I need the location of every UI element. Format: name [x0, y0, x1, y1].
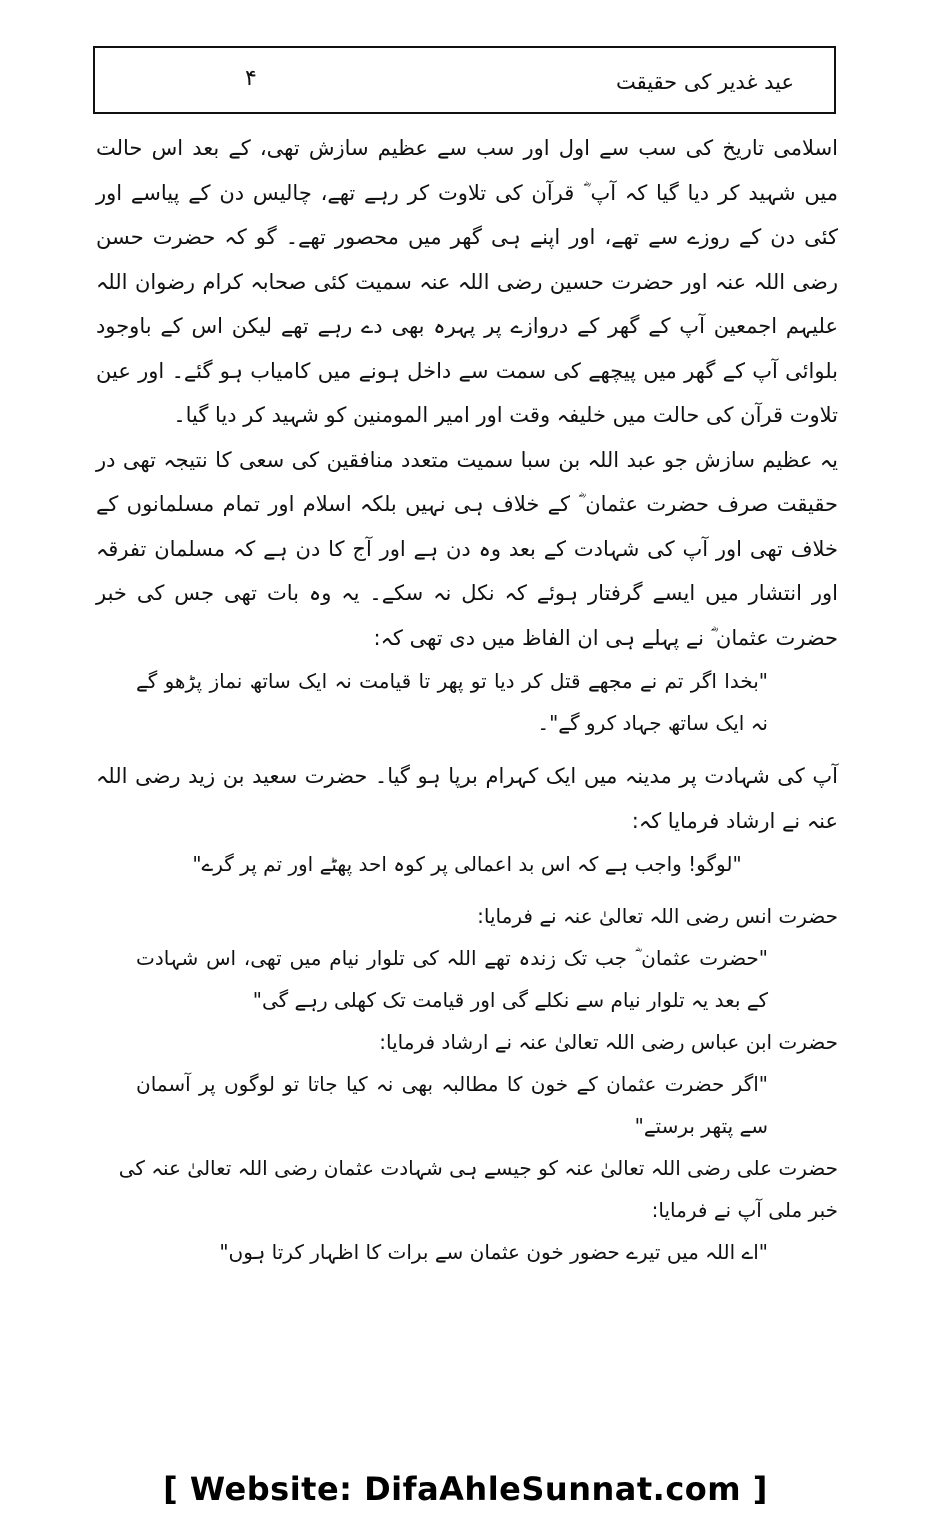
body-text: [96, 126, 838, 1273]
quote-uthman: "بخدا اگر تم نے مجھے قتل کر دیا تو پھر تا قیامت نہ ایک ساتھ نماز پڑھو گے نہ ایک ساتھ جہاد کرو گے"۔: [136, 669, 768, 735]
quote-anas: "حضرت عثمان ؓ جب تک زندہ تھے اللہ کی تلوار نیام میں تھی، اس شہادت کے بعد یہ تلوار نیام سے نکلے گی اور قیامت تک کھلی رہے گی": [136, 946, 768, 1012]
page-header-box: [93, 46, 836, 114]
quote-ali: "اے اللہ میں تیرے حضور خون عثمان سے برات کا اظہار کرتا ہوں": [219, 1240, 768, 1264]
speaker-ibn-abbas: حضرت ابن عباس رضی اللہ تعالیٰ عنہ نے ارشاد فرمایا:: [379, 1030, 838, 1054]
paragraph-madinah: آپ کی شہادت پر مدینہ میں ایک کہرام برپا ہو گیا۔ حضرت سعید بن زید رضی اللہ عنہ نے ارشاد فرمایا کہ:: [96, 764, 838, 833]
paragraph-martyrdom: اسلامی تاریخ کی سب سے اول اور سب سے عظیم سازش تھی، کے بعد اس حالت میں شہید کر دیا گیا کہ آپ ؓ قرآن کی تلاوت کر رہے تھے، چالیس دن کے پیاسے اور کئی دن کے روزے سے تھے، اور اپنے ہی گھر میں محصور تھے۔ گو کہ حضرت حسن رضی اللہ عنہ اور حضرت حسین رضی اللہ عنہ سمیت کئی صحابہ کرام رضوان اللہ علیہم اجمعین آپ کے گھر کے دروازے پر پہرہ بھی دے رہے تھے لیکن اس کے باوجود بلوائی آپ کے گھر میں پیچھے کی سمت سے داخل ہونے میں کامیاب ہو گئے۔ اور عین تلاوت قرآن کی حالت میں خلیفہ وقت اور امیر المومنین کو شہید کر دیا گیا۔: [96, 136, 838, 427]
paragraph-conspiracy: یہ عظیم سازش جو عبد اللہ بن سبا سمیت متعدد منافقین کی سعی کا نتیجہ تھی در حقیقت صرف حضرت عثمان ؓ کے خلاف ہی نہیں بلکہ اسلام اور تمام مسلمانوں کے خلاف تھی اور آپ کی شہادت کے بعد وہ دن ہے اور آج کا دن ہے کہ مسلمان تفرقہ اور انتشار میں ایسے گرفتار ہوئے کہ نکل نہ سکے۔ یہ وہ بات تھی جس کی خبر حضرت عثمان ؓ نے پہلے ہی ان الفاظ میں دی تھی کہ:: [96, 447, 838, 650]
website-footer: [ Website: DifaAhleSunnat.com ]: [163, 1470, 768, 1508]
speaker-anas: حضرت انس رضی اللہ تعالیٰ عنہ نے فرمایا:: [477, 904, 838, 928]
speaker-ali: حضرت علی رضی اللہ تعالیٰ عنہ کو جیسے ہی شہادت عثمان رضی اللہ تعالیٰ عنہ کی خبر ملی آپ نے فرمایا:: [118, 1156, 838, 1222]
quote-ibn-abbas: "اگر حضرت عثمان کے خون کا مطالبہ بھی نہ کیا جاتا تو لوگوں پر آسمان سے پتھر برستے": [136, 1072, 768, 1138]
quote-saeed: "لوگو! واجب ہے کہ اس بد اعمالی پر کوہ احد پھٹے اور تم پر گرے": [192, 852, 742, 876]
book-title: عید غدیر کی حقیقت: [615, 70, 794, 94]
page-number: ۴: [245, 66, 257, 91]
